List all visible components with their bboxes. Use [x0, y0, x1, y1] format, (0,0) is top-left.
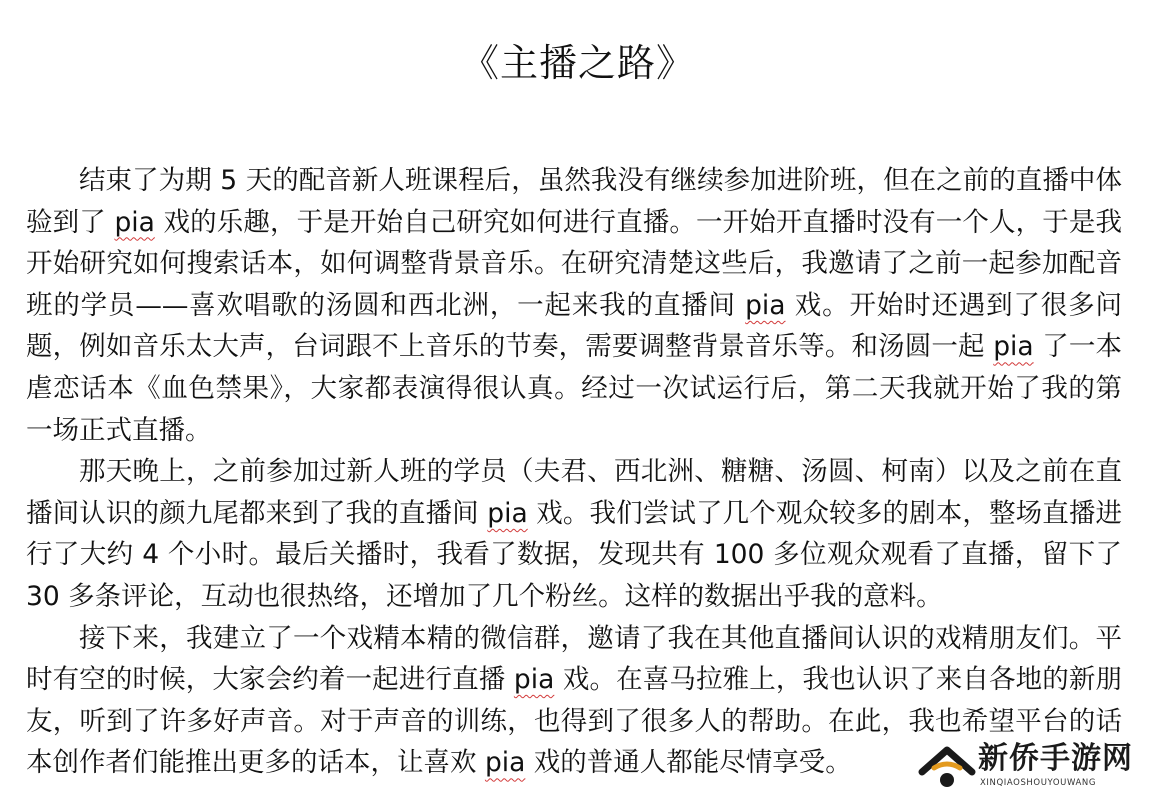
- paragraph-text-run: 接下来，我建立了一个戏精本精的微信群，邀请了我在其他直播间认识的戏精朋友们。平时有空的时候，大家会约着一起进行直播: [26, 622, 1122, 696]
- paragraph-1: [26, 160, 1122, 451]
- paragraph-text-run: 戏。在喜马拉雅上，我也认识了来自各地的新朋友，听到了许多好声音。对于声音的训练，也得到了很多人的帮助。在此，我也希望平台的话本创作者们能推出更多的话本，让喜欢: [26, 664, 1122, 779]
- paragraph-2: [26, 451, 1122, 617]
- spellcheck-underlined-word: pia: [993, 331, 1034, 363]
- paragraph-text-run: 多位观众观看了直播，留下了: [764, 539, 1122, 571]
- site-watermark: [918, 738, 1148, 796]
- watermark-site-name: 新侨手游网: [978, 741, 1133, 776]
- paragraph-text-run: 多条评论，互动也很热络，还增加了几个粉丝。这样的数据出乎我的意料。: [59, 580, 943, 612]
- paragraph-text-run: 戏的普通人都能尽情享受。: [525, 747, 852, 779]
- spellcheck-underlined-word: pia: [484, 747, 526, 779]
- watermark-site-pinyin: XINQIAOSHOUYOUWANG: [980, 778, 1097, 788]
- spellcheck-underlined-word: pia: [513, 664, 555, 696]
- spellcheck-underlined-word: pia: [487, 497, 528, 529]
- inline-number: 30: [26, 580, 60, 612]
- document-title: 《主播之路》: [460, 41, 695, 86]
- spellcheck-underlined-word: pia: [114, 206, 155, 238]
- paragraph-text-run: 天的配音新人班课程后，虽然我没有继续参加进阶班，但在之前的直播中体验到了: [26, 165, 1122, 238]
- paragraph-text-run: 戏的乐趣，于是开始自己研究如何进行直播。一开始开直播时没有一个人，于是我开始研究如何搜索话本，如何调整背景音乐。在研究清楚这些后，我邀请了之前一起参加配音班的学员——喜欢唱歌的汤圆和西北洲，一起来我的直播间: [26, 206, 1122, 321]
- inline-number: 100: [713, 539, 765, 571]
- inline-number: 4: [142, 539, 160, 571]
- paragraph-text-run: 了一本虐恋话本《血色禁果》，大家都表演得很认真。经过一次试运行后，第二天我就开始了我的第一场正式直播。: [26, 331, 1122, 446]
- document-body: [26, 160, 1122, 784]
- paragraph-text-run: 戏。开始时还遇到了很多问题，例如音乐太大声，台词跟不上音乐的节奏，需要调整背景音乐等。和汤圆一起: [26, 289, 1122, 363]
- paragraph-text-run: 那天晚上，之前参加过新人班的学员（夫君、西北洲、糖糖、汤圆、柯南）以及之前在直播间认识的颜九尾都来到了我的直播间: [26, 456, 1122, 529]
- inline-number: 5: [220, 165, 238, 196]
- paragraph-text-run: 戏。我们尝试了几个观众较多的剧本，整场直播进行了大约: [26, 497, 1122, 571]
- spellcheck-underlined-word: pia: [745, 289, 786, 321]
- paragraph-text-run: 结束了为期: [79, 165, 221, 196]
- paragraph-text-run: 个小时。最后关播时，我看了数据，发现共有: [159, 539, 714, 571]
- house-roof-logo-icon: [918, 742, 976, 794]
